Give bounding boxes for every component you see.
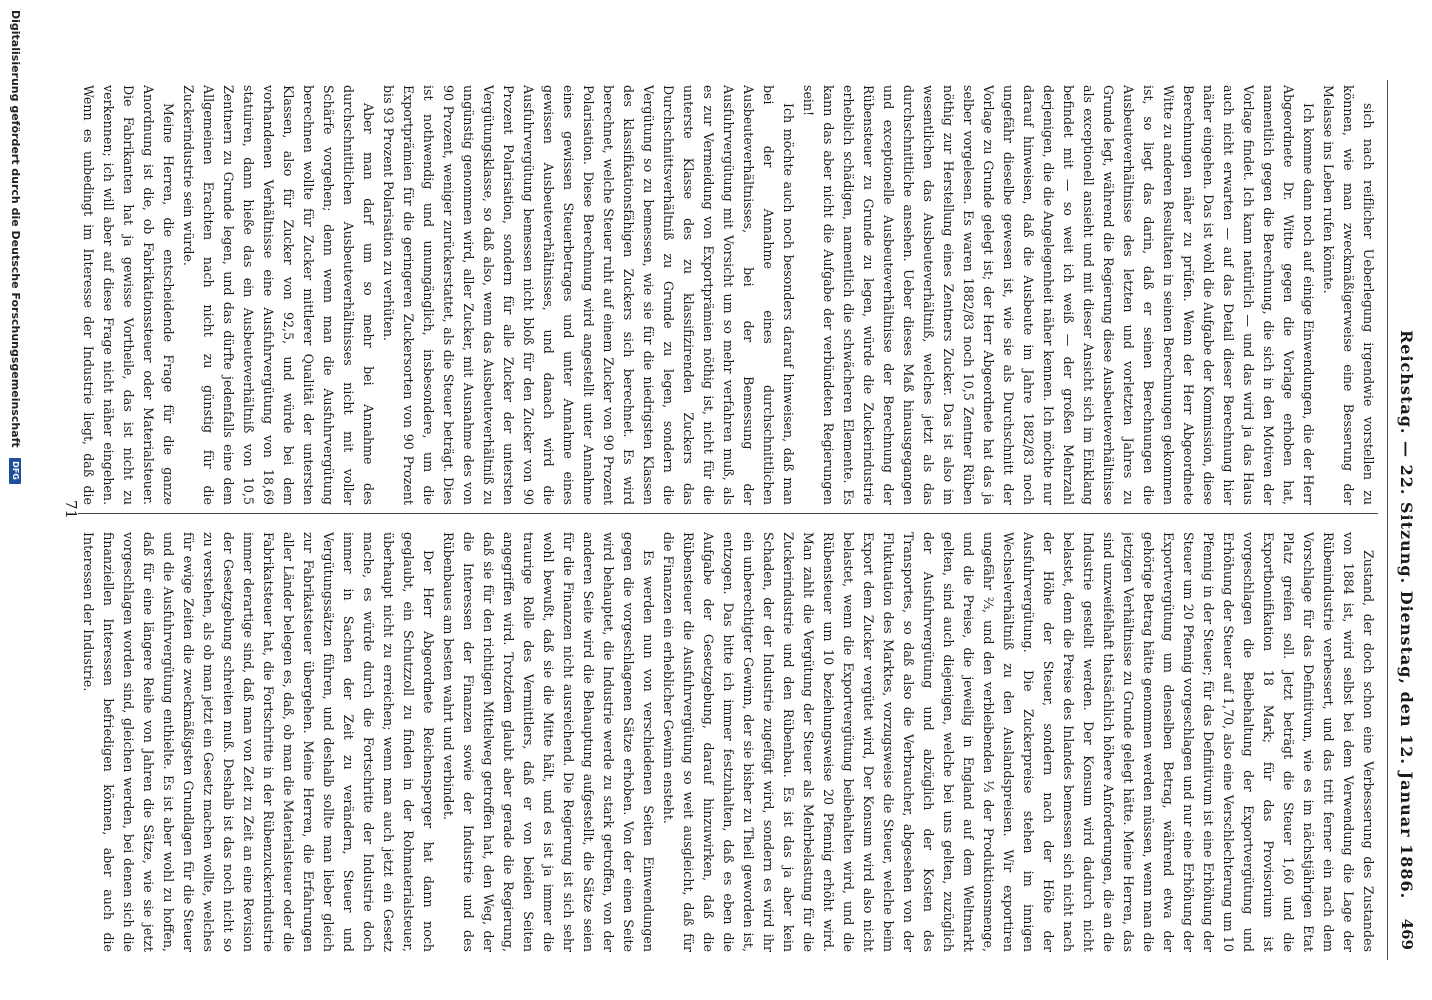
paragraph: Es werden nun von verschiedenen Seiten Einwendungen gegen die vorgeschlagenen Sätze erhoben. Von der einen Seite wird behauptet, die Industrie werde zu stark getroffen, von der anderen Seite wird die Behauptung aufgestellt, die Sätze seien für die Finanzen nicht ausreichend. Die Regierung ist sich sehr wohl bewußt, daß sie die Mitte hält, und es ist ja immer die traurige Rolle des Vermittlers, daß er von beiden Seiten angegriffen wird. Trotzdem glaubt aber gerade die Regierung, daß sie für den richtigen Mittelweg getroffen hat, den Weg, der die Interessen der Finanzen sowie der Industrie und des Rübenbaues am besten wahrt und verbindet. xyxy=(441,532,656,952)
paragraph: Meine Herren, die entscheidende Frage für die ganze Anordnung ist die, ob Fabrikationssteuer oder Materialsteuer. Die Fabrikanten hat ja gewisse Vortheile, das ist nicht zu verkennen; ich will aber auf diese Frage nicht näher eingehen. Wenn es unbedingt im Interesse der Industrie liegt, daß die xyxy=(81,85,176,505)
digitization-text: Digitalisierung gefördert durch die Deutsche Forschungsgemeinschaft xyxy=(9,10,22,448)
header-title: Reichstag. — 22. Sitzung. Dienstag, den 12. Januar 1886. xyxy=(1397,330,1416,900)
paragraph: Zustand, der doch schon eine Verbesserung des Zustandes von 1884 ist, wird selbst bei dem Verwendung die Lage der Rübenindustrie verbessert, und das tritt ferner ein nach dem Vorschlage für das Definitivum, wie es im nächstjährigen Etat Platz greifen soll. Jetzt beträgt die Steuer 1,60 und die Exportbonifikation 18 Mark; für das Provisorium ist vorgeschlagen die Beibehaltung der Exportvergütung und Erhöhung der Steuer auf 1,70, also eine Verschlechterung um 10 Pfennig in der Steuer; für das Definitivum ist eine Erhöhung der Steuer um 20 Pfennig vorgeschlagen und nur eine Erhöhung der Exportvergütung um denselben Betrag, während etwa der gehörige Betrag hätte genommen werden müssen, wenn man die jetzigen Verhältnisse zu Grunde gelegt hätte. Meine Herren, das sind unzweifelhaft thatsächlich höhere Anforderungen, die an die Industrie gestellt werden. Der Konsum wird dadurch nicht belastet, denn die Preise des Inlandes bemessen sich nicht nach der Höhe der Steuer, sondern nach der Höhe der Ausfuhrvergütung. Die Zuckerpreise stehen im innigen Wechselverhältniß zu den Auslandspreisen. Wir exportiren ungefähr ⅔, und den verbleibenden ⅓ der Produktionsmenge, und die Preise, die jeweilig in England auf dem Weltmarkt gelten, sind auch diejenigen, welche bei uns gelten, zuzüglich der Ausfuhrvergütung und abzüglich der Kosten des Transportes, so daß also die Verbraucher, abgesehen von der Fluktuation des Marktes, vorzugsweise die Steuer, welche beim Export dem Zucker vergütet wird, Der Konsum wird also nicht belastet, wenn die Exportvergütung beibehalten wird, und die Rübensteuer um 10 beziehungsweise 20 Pfennig erhöht wird. Man zahlt die Vergütung der Steuer als Mehrbelastung für die Zuckerindustrie und den Rübenbau. Es ist das ja aber kein Schaden, der der Industrie zugefügt wird, sondern es wird ihr ein unberechtigter Gewinn, der sie bisher zu Theil geworden ist, entzogen. Das bitte ich immer festzuhalten, daß es eben die Aufgabe der Gesetzgebung, darauf hinzuwirken, daß die Rübensteuer die Ausfuhrvergütung so weit ausgleicht, daß für die Finanzen ein erheblicher Gewinn ensteht. xyxy=(661,532,1376,952)
column-divider xyxy=(78,513,1378,514)
digitization-note xyxy=(6,10,22,990)
paragraph: Der Herr Abgeordnete Reichensperger hat dann noch geglaubt, ein Schutzzoll zu finden in der Rohmaterialsteuer, überhaupt nicht zu erreichen; wenn man auch jetzt ein Gesetz mache, es würde durch die Fortschritte der Industrie doch immer in Sachen der Zeit zu verändern, Steuer und Vergütungssätzen führen, und deshalb sollte man lieber gleich zur Fabrikatsteuer übergehen. Meine Herren, die Erfahrungen aller Länder belegen es, daß, ob man die Materialsteuer oder die Fabrikatsteuer hat, die Fortschritte in der Rübenzuckerindustrie immer derartige sind, daß man von Zeit zu Zeit an eine Revision der Gesetzgebung schreiten muß. Deshalb ist das noch nicht so zu verstehen, als ob man jetzt ein Gesetz machen wollte, welches für ewige Zeiten die zweckmäßigsten Grundlagen für die Steuer und die Ausfuhrvergütung enthielte. Es ist aber wohl zu hoffen, daß für eine längere Reihe von Jahren die Sätze, wie sie jetzt vorgeschlagen worden sind, gleichen werden, bei denen sich die finanziellen Interessen befriedigen können, aber auch die Interessen der Industrie. xyxy=(81,532,436,952)
right-column xyxy=(78,532,1378,952)
left-column xyxy=(78,85,1378,505)
paragraph: Ich komme dann noch auf einige Einwendungen, die der Herr Abgeordnete Dr. Witte gegen die Vorlage erhoben hat, namentlich gegen die Berechnung, die sich in den Motiven der Vorlage findet. Ich kann natürlich — und das wird ja das Haus auch nicht erwarten — auf das Detail dieser Berechnung hier näher eingehen. Das ist wohl die Aufgabe der Kommission, diese Berechnungen näher zu prüfen. Wenn der Herr Abgeordnete Witte zu anderen Resultaten in seinen Berechnungen gekommen ist, so liegt das darin, daß er seinen Berechnungen die Ausbeuteverhältnisse des letzten und vorletzten Jahres zu Grunde legt, während die Regierung diese Ausbeuteverhältnisse als exceptionell ansieht und mit dieser Ansicht sich im Einklang befindet mit — so weit ich weiß — der großen Mehrzahl derjenigen, die die Angelegenheit näher kennen. Ich möchte nur darauf hinweisen, daß die Ausbeute im Jahre 1882/83 noch ungefähr dieselbe gewesen ist, wie sie als Durchschnitt der Vorlage zu Grunde gelegt ist; der Herr Abgeordnete hat das ja selber vorgelesen. Es waren 1882/83 noch 10,5 Zentner Rüben nöthig zur Herstellung eines Zentners Zucker. Das ist also im wesentlichen das Ausbeuteverhältniß, welches jetzt als das durchschnittliche ansehen. Ueber dieses Maß hinausgegangen und exceptionelle Ausbeuteverhältnisse der Berechnung der Rübensteuer zu Grunde zu legen, würde die Zuckerindustrie erheblich schädigen, namentlich die schwächeren Elemente. Es kann das aber nicht die Aufgabe der verbündeten Regierungen sein! xyxy=(801,85,1316,505)
paragraph: Aber man darf um so mehr bei Annahme des durchschnittlichen Ausbeuteverhältnisses nicht mit voller Schärfe vorgehen; denn wenn man die Ausfuhrvergütung berechnen wollte für Zucker mittlerer Qualität der untersten Klassen, also für Zucker von 92,5, und würde bei dem vorhandenen Verhältnisse eine Ausfuhrvergütung von 18,69 statuiren, dann hieße das ein Ausbeuteverhältniß von 10,5 Zentnern zu Grunde legen, und das dürfte jedenfalls eine dem Allgemeinen Erachten nach nicht zu günstig für die Zuckerindustrie sein würde. xyxy=(181,85,376,505)
paragraph: Ich möchte auch noch besonders darauf hinweisen, daß man bei der Annahme eines durchschnittlichen Ausbeuteverhältnisses, bei der Bemessung der Ausfuhrvergütung mit Vorsicht um so mehr verfahren muß, als es zur Vermeidung von Exportprämien nöthig ist, nicht für die unterste Klasse des zu klassifizirenden Zuckers das Durchschnittsverhältniß zu Grunde zu legen, sondern die Vergütung so zu bemessen, wie sie für die niedrigsten Klassen des klassifikationsfähigen Zuckers sich berechnet. Es wird berechnet, welche Steuer ruht auf einem Zucker von 90 Prozent Polarisation. Diese Berechnung wird angestellt unter Annahme eines gewissen Steuerbetrages und unter Annahme eines gewissen Ausbeuteverhältnisses, und danach wird die Ausfuhrvergütung bemessen nicht bloß für den Zucker von 90 Prozent Polarisation, sondern für alle Zucker der untersten Vergütungsklasse, so daß also, wenn das Ausbeuteverhältniß zu ungünstig genommen wird, aller Zucker, mit Ausnahme des von 90 Prozent, weniger zurückerstattet, als die Steuer beträgt. Dies ist nothwendig und unumgänglich, insbesondere, um die Exportprämien für die geringeren Zuckersorten von 90 Prozent bis 93 Prozent Polarisation zu verhüten. xyxy=(381,85,796,505)
header-rule xyxy=(1387,80,1388,960)
dfg-logo-icon: DFG xyxy=(9,458,21,484)
paragraph: sich nach reiflicher Ueberlegung irgendwie vorstellen zu können, wie man zweckmäßigerweise eine Besserung der Melasse ins Leben rufen könnte. xyxy=(1321,85,1376,505)
running-header xyxy=(1390,80,1420,960)
page-number: 469 xyxy=(1398,918,1416,950)
footer-page-number: 71 xyxy=(62,500,80,520)
